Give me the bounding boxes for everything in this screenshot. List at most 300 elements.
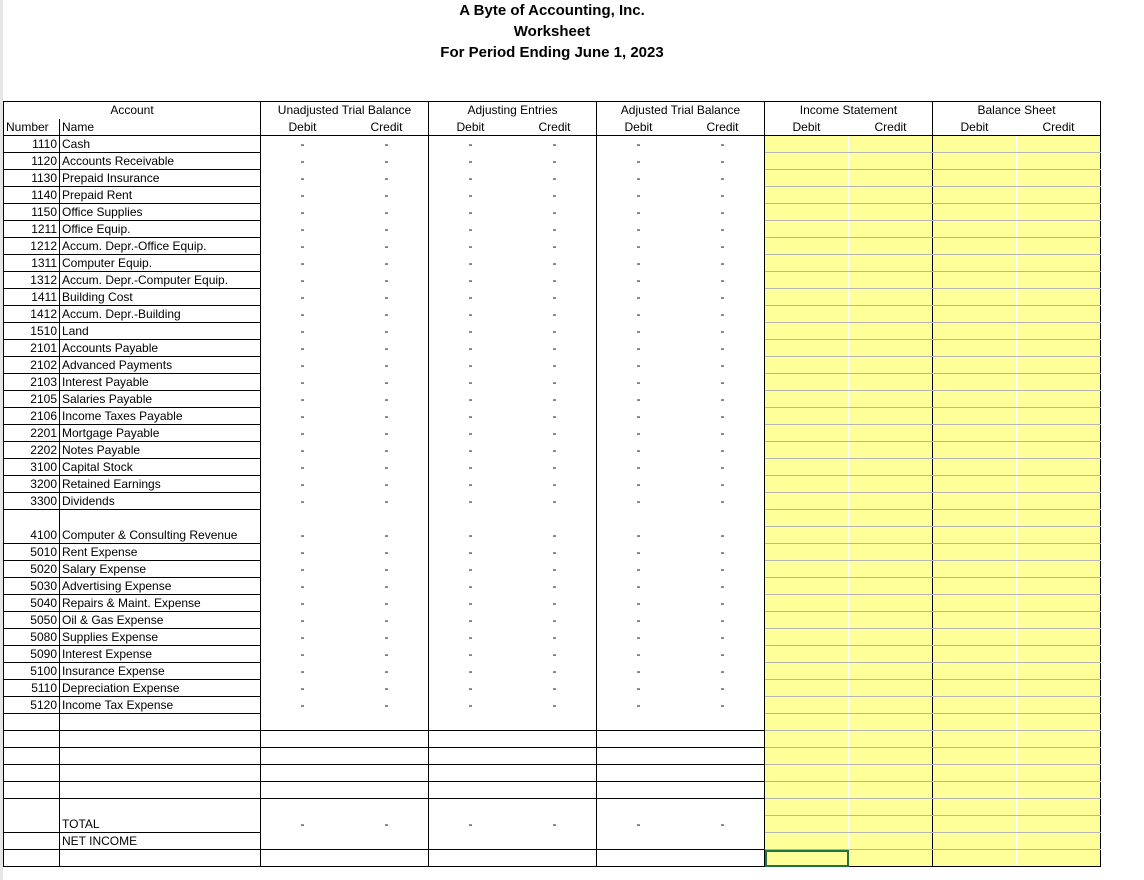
entry-cell[interactable] <box>765 204 849 221</box>
amount-cell[interactable]: - <box>513 170 597 187</box>
amount-cell[interactable]: - <box>345 442 429 459</box>
amount-cell[interactable]: - <box>261 391 345 408</box>
amount-cell[interactable]: - <box>345 476 429 493</box>
amount-cell[interactable]: - <box>513 561 597 578</box>
amount-cell[interactable]: - <box>345 544 429 561</box>
entry-cell[interactable] <box>933 850 1017 867</box>
amount-cell[interactable]: - <box>681 187 765 204</box>
number-header[interactable]: Number <box>4 119 60 136</box>
account-name[interactable]: Office Equip. <box>60 221 261 238</box>
amount-cell[interactable]: - <box>261 612 345 629</box>
blank-amount-cell[interactable] <box>681 510 765 527</box>
amount-cell[interactable]: - <box>429 680 513 697</box>
amount-cell[interactable]: - <box>345 170 429 187</box>
account-number[interactable]: 5030 <box>4 578 60 595</box>
amount-cell[interactable]: - <box>345 663 429 680</box>
blank-amount-cell[interactable] <box>345 731 429 748</box>
amount-cell[interactable]: - <box>681 595 765 612</box>
entry-cell[interactable] <box>765 170 849 187</box>
account-name[interactable]: Oil & Gas Expense <box>60 612 261 629</box>
amount-cell[interactable]: - <box>261 408 345 425</box>
entry-cell[interactable] <box>933 816 1017 833</box>
amount-cell[interactable]: - <box>429 136 513 153</box>
entry-cell[interactable] <box>765 765 849 782</box>
amount-cell[interactable]: - <box>345 408 429 425</box>
entry-cell[interactable] <box>765 748 849 765</box>
amount-cell[interactable]: - <box>261 357 345 374</box>
amount-cell[interactable]: - <box>513 425 597 442</box>
entry-cell[interactable] <box>1017 816 1101 833</box>
amount-cell[interactable]: - <box>345 323 429 340</box>
account-number[interactable]: 1140 <box>4 187 60 204</box>
amount-cell[interactable]: - <box>597 459 681 476</box>
entry-cell[interactable] <box>933 170 1017 187</box>
account-name[interactable]: Accum. Depr.-Computer Equip. <box>60 272 261 289</box>
entry-cell[interactable] <box>1017 782 1101 799</box>
amount-cell[interactable]: - <box>597 442 681 459</box>
blank-amount-cell[interactable] <box>429 765 513 782</box>
entry-cell[interactable] <box>933 748 1017 765</box>
account-number[interactable]: 2101 <box>4 340 60 357</box>
blank-amount-cell[interactable] <box>597 731 681 748</box>
amount-cell[interactable]: - <box>597 493 681 510</box>
entry-cell[interactable] <box>1017 629 1101 646</box>
entry-cell[interactable] <box>849 697 933 714</box>
amount-cell[interactable]: - <box>597 221 681 238</box>
amount-cell[interactable]: - <box>261 459 345 476</box>
blank-amount-cell[interactable] <box>513 799 597 816</box>
amount-cell[interactable]: - <box>345 136 429 153</box>
account-name[interactable]: Notes Payable <box>60 442 261 459</box>
amount-cell[interactable]: - <box>597 663 681 680</box>
entry-cell[interactable] <box>933 697 1017 714</box>
amount-cell[interactable]: - <box>261 255 345 272</box>
amount-cell[interactable]: - <box>345 680 429 697</box>
entry-cell[interactable] <box>1017 255 1101 272</box>
entry-cell[interactable] <box>1017 646 1101 663</box>
amount-cell[interactable]: - <box>261 561 345 578</box>
amount-cell[interactable]: - <box>597 408 681 425</box>
account-number[interactable]: 1411 <box>4 289 60 306</box>
amount-cell[interactable]: - <box>513 272 597 289</box>
entry-cell[interactable] <box>765 527 849 544</box>
blank-number-cell[interactable] <box>4 765 60 782</box>
amount-cell[interactable]: - <box>513 289 597 306</box>
blank-amount-cell[interactable] <box>429 748 513 765</box>
entry-cell[interactable] <box>765 391 849 408</box>
amount-cell[interactable]: - <box>513 255 597 272</box>
blank-amount-cell[interactable] <box>597 765 681 782</box>
amount-cell[interactable]: - <box>513 323 597 340</box>
account-number[interactable]: 1412 <box>4 306 60 323</box>
total-amount-cell[interactable]: - <box>429 816 513 833</box>
amount-cell[interactable]: - <box>345 646 429 663</box>
entry-cell[interactable] <box>933 442 1017 459</box>
entry-cell[interactable] <box>849 578 933 595</box>
amount-cell[interactable]: - <box>345 374 429 391</box>
amount-cell[interactable]: - <box>597 136 681 153</box>
entry-cell[interactable] <box>765 476 849 493</box>
amount-cell[interactable]: - <box>513 238 597 255</box>
account-number[interactable]: 1312 <box>4 272 60 289</box>
entry-cell[interactable] <box>1017 578 1101 595</box>
income-credit-header[interactable]: Credit <box>849 119 933 136</box>
entry-cell[interactable] <box>933 612 1017 629</box>
entry-cell[interactable] <box>933 799 1017 816</box>
entry-cell[interactable] <box>849 391 933 408</box>
account-number[interactable]: 3100 <box>4 459 60 476</box>
amount-cell[interactable]: - <box>261 323 345 340</box>
amount-cell[interactable]: - <box>513 459 597 476</box>
amount-cell[interactable]: - <box>513 187 597 204</box>
amount-cell[interactable]: - <box>513 204 597 221</box>
amount-cell[interactable]: - <box>261 204 345 221</box>
account-name[interactable]: Advanced Payments <box>60 357 261 374</box>
entry-cell[interactable] <box>849 782 933 799</box>
blank-amount-cell[interactable] <box>597 748 681 765</box>
amount-cell[interactable]: - <box>429 323 513 340</box>
account-name[interactable]: Computer Equip. <box>60 255 261 272</box>
income-group-header[interactable]: Income Statement <box>765 102 933 119</box>
amount-cell[interactable]: - <box>681 272 765 289</box>
amount-cell[interactable]: - <box>429 221 513 238</box>
entry-cell[interactable] <box>765 374 849 391</box>
blank-amount-cell[interactable] <box>345 714 429 731</box>
entry-cell[interactable] <box>849 357 933 374</box>
amount-cell[interactable]: - <box>261 425 345 442</box>
amount-cell[interactable]: - <box>597 272 681 289</box>
entry-cell[interactable] <box>1017 595 1101 612</box>
blank-amount-cell[interactable] <box>597 799 681 816</box>
account-name[interactable]: Salary Expense <box>60 561 261 578</box>
entry-cell[interactable] <box>765 646 849 663</box>
entry-cell[interactable] <box>849 238 933 255</box>
amount-cell[interactable]: - <box>597 204 681 221</box>
blank-number-cell[interactable] <box>4 850 60 867</box>
selected-cell[interactable] <box>765 850 849 867</box>
entry-cell[interactable] <box>1017 357 1101 374</box>
amount-cell[interactable]: - <box>345 697 429 714</box>
amount-cell[interactable]: - <box>345 629 429 646</box>
entry-cell[interactable] <box>765 153 849 170</box>
entry-cell[interactable] <box>1017 340 1101 357</box>
blank-name-cell[interactable] <box>60 850 261 867</box>
account-header[interactable]: Account <box>4 102 261 119</box>
account-name[interactable]: Capital Stock <box>60 459 261 476</box>
amount-cell[interactable]: - <box>345 221 429 238</box>
amount-cell[interactable]: - <box>429 459 513 476</box>
blank-amount-cell[interactable] <box>261 799 345 816</box>
account-number[interactable]: 2201 <box>4 425 60 442</box>
adjusting-debit-header[interactable]: Debit <box>429 119 513 136</box>
amount-cell[interactable]: - <box>261 680 345 697</box>
adjusted-credit-header[interactable]: Credit <box>681 119 765 136</box>
amount-cell[interactable]: - <box>597 340 681 357</box>
entry-cell[interactable] <box>765 612 849 629</box>
amount-cell[interactable]: - <box>261 153 345 170</box>
amount-cell[interactable]: - <box>429 374 513 391</box>
entry-cell[interactable] <box>765 289 849 306</box>
entry-cell[interactable] <box>849 476 933 493</box>
blank-number-cell[interactable] <box>4 714 60 731</box>
amount-cell[interactable]: - <box>681 238 765 255</box>
amount-cell[interactable]: - <box>429 289 513 306</box>
net-income-number-cell[interactable] <box>4 833 60 850</box>
entry-cell[interactable] <box>1017 459 1101 476</box>
amount-cell[interactable]: - <box>681 476 765 493</box>
account-number[interactable]: 2202 <box>4 442 60 459</box>
blank-amount-cell[interactable] <box>429 714 513 731</box>
entry-cell[interactable] <box>765 510 849 527</box>
entry-cell[interactable] <box>765 799 849 816</box>
amount-cell[interactable]: - <box>261 629 345 646</box>
account-name[interactable]: Retained Earnings <box>60 476 261 493</box>
amount-cell[interactable]: - <box>345 153 429 170</box>
blank-amount-cell[interactable] <box>681 714 765 731</box>
entry-cell[interactable] <box>933 374 1017 391</box>
entry-cell[interactable] <box>765 306 849 323</box>
amount-cell[interactable]: - <box>597 374 681 391</box>
account-name[interactable]: Depreciation Expense <box>60 680 261 697</box>
amount-cell[interactable]: - <box>261 646 345 663</box>
entry-cell[interactable] <box>849 714 933 731</box>
amount-cell[interactable]: - <box>513 340 597 357</box>
amount-cell[interactable]: - <box>261 595 345 612</box>
entry-cell[interactable] <box>765 833 849 850</box>
amount-cell[interactable]: - <box>513 612 597 629</box>
amount-cell[interactable]: - <box>513 136 597 153</box>
amount-cell[interactable]: - <box>597 357 681 374</box>
amount-cell[interactable]: - <box>345 306 429 323</box>
blank-amount-cell[interactable] <box>261 714 345 731</box>
net-income-amount-cell[interactable] <box>597 833 681 850</box>
blank-amount-cell[interactable] <box>429 782 513 799</box>
unadjusted-debit-header[interactable]: Debit <box>261 119 345 136</box>
entry-cell[interactable] <box>933 136 1017 153</box>
entry-cell[interactable] <box>933 680 1017 697</box>
entry-cell[interactable] <box>1017 374 1101 391</box>
amount-cell[interactable]: - <box>513 629 597 646</box>
entry-cell[interactable] <box>765 680 849 697</box>
amount-cell[interactable]: - <box>597 646 681 663</box>
entry-cell[interactable] <box>765 544 849 561</box>
entry-cell[interactable] <box>933 782 1017 799</box>
amount-cell[interactable]: - <box>429 561 513 578</box>
blank-amount-cell[interactable] <box>681 748 765 765</box>
amount-cell[interactable]: - <box>681 391 765 408</box>
account-number[interactable]: 2106 <box>4 408 60 425</box>
entry-cell[interactable] <box>1017 544 1101 561</box>
account-number[interactable]: 5120 <box>4 697 60 714</box>
amount-cell[interactable]: - <box>597 255 681 272</box>
amount-cell[interactable]: - <box>345 425 429 442</box>
net-income-amount-cell[interactable] <box>681 833 765 850</box>
entry-cell[interactable] <box>933 578 1017 595</box>
entry-cell[interactable] <box>1017 323 1101 340</box>
blank-name-cell[interactable] <box>60 714 261 731</box>
blank-name-cell[interactable] <box>60 765 261 782</box>
amount-cell[interactable]: - <box>429 238 513 255</box>
blank-amount-cell[interactable] <box>345 799 429 816</box>
entry-cell[interactable] <box>765 425 849 442</box>
entry-cell[interactable] <box>849 646 933 663</box>
account-number[interactable]: 1150 <box>4 204 60 221</box>
amount-cell[interactable]: - <box>345 561 429 578</box>
entry-cell[interactable] <box>933 204 1017 221</box>
amount-cell[interactable]: - <box>513 544 597 561</box>
account-number[interactable]: 5080 <box>4 629 60 646</box>
entry-cell[interactable] <box>1017 170 1101 187</box>
amount-cell[interactable]: - <box>681 136 765 153</box>
account-name[interactable]: Prepaid Insurance <box>60 170 261 187</box>
amount-cell[interactable]: - <box>345 187 429 204</box>
account-name[interactable]: Cash <box>60 136 261 153</box>
entry-cell[interactable] <box>933 629 1017 646</box>
amount-cell[interactable]: - <box>681 204 765 221</box>
amount-cell[interactable]: - <box>261 578 345 595</box>
entry-cell[interactable] <box>849 459 933 476</box>
amount-cell[interactable]: - <box>597 153 681 170</box>
name-header[interactable]: Name <box>60 119 261 136</box>
entry-cell[interactable] <box>933 238 1017 255</box>
entry-cell[interactable] <box>933 221 1017 238</box>
entry-cell[interactable] <box>765 595 849 612</box>
entry-cell[interactable] <box>849 748 933 765</box>
amount-cell[interactable]: - <box>261 238 345 255</box>
amount-cell[interactable]: - <box>429 340 513 357</box>
account-number[interactable]: 1130 <box>4 170 60 187</box>
blank-amount-cell[interactable] <box>513 850 597 867</box>
amount-cell[interactable]: - <box>261 374 345 391</box>
amount-cell[interactable]: - <box>597 187 681 204</box>
amount-cell[interactable]: - <box>429 442 513 459</box>
amount-cell[interactable]: - <box>681 289 765 306</box>
entry-cell[interactable] <box>1017 272 1101 289</box>
entry-cell[interactable] <box>849 544 933 561</box>
account-name[interactable]: Accounts Receivable <box>60 153 261 170</box>
blank-name-cell[interactable] <box>60 731 261 748</box>
amount-cell[interactable]: - <box>345 289 429 306</box>
entry-cell[interactable] <box>1017 612 1101 629</box>
blank-amount-cell[interactable] <box>681 765 765 782</box>
amount-cell[interactable]: - <box>513 663 597 680</box>
blank-amount-cell[interactable] <box>597 782 681 799</box>
amount-cell[interactable]: - <box>429 391 513 408</box>
entry-cell[interactable] <box>933 510 1017 527</box>
amount-cell[interactable]: - <box>597 170 681 187</box>
amount-cell[interactable]: - <box>261 136 345 153</box>
account-number[interactable]: 5100 <box>4 663 60 680</box>
amount-cell[interactable]: - <box>681 170 765 187</box>
blank-amount-cell[interactable] <box>513 748 597 765</box>
amount-cell[interactable]: - <box>597 680 681 697</box>
account-number[interactable]: 5040 <box>4 595 60 612</box>
entry-cell[interactable] <box>1017 850 1101 867</box>
net-income-amount-cell[interactable] <box>345 833 429 850</box>
total-amount-cell[interactable]: - <box>513 816 597 833</box>
amount-cell[interactable]: - <box>345 340 429 357</box>
account-number[interactable]: 1120 <box>4 153 60 170</box>
amount-cell[interactable]: - <box>429 476 513 493</box>
amount-cell[interactable]: - <box>513 697 597 714</box>
account-name[interactable]: Computer & Consulting Revenue <box>60 527 261 544</box>
amount-cell[interactable]: - <box>681 323 765 340</box>
account-name[interactable]: Office Supplies <box>60 204 261 221</box>
total-amount-cell[interactable]: - <box>345 816 429 833</box>
account-number[interactable]: 3300 <box>4 493 60 510</box>
entry-cell[interactable] <box>933 391 1017 408</box>
blank-amount-cell[interactable] <box>429 731 513 748</box>
amount-cell[interactable]: - <box>261 187 345 204</box>
entry-cell[interactable] <box>765 561 849 578</box>
amount-cell[interactable]: - <box>597 578 681 595</box>
amount-cell[interactable]: - <box>345 204 429 221</box>
entry-cell[interactable] <box>1017 697 1101 714</box>
entry-cell[interactable] <box>1017 425 1101 442</box>
amount-cell[interactable]: - <box>513 680 597 697</box>
net-income-label[interactable]: NET INCOME <box>60 833 261 850</box>
entry-cell[interactable] <box>765 629 849 646</box>
amount-cell[interactable]: - <box>597 289 681 306</box>
amount-cell[interactable]: - <box>429 425 513 442</box>
amount-cell[interactable]: - <box>429 663 513 680</box>
account-name[interactable]: Income Tax Expense <box>60 697 261 714</box>
amount-cell[interactable]: - <box>597 323 681 340</box>
blank-amount-cell[interactable] <box>513 510 597 527</box>
blank-amount-cell[interactable] <box>513 714 597 731</box>
amount-cell[interactable]: - <box>429 408 513 425</box>
amount-cell[interactable]: - <box>261 221 345 238</box>
balance-debit-header[interactable]: Debit <box>933 119 1017 136</box>
blank-amount-cell[interactable] <box>345 748 429 765</box>
balance-group-header[interactable]: Balance Sheet <box>933 102 1101 119</box>
amount-cell[interactable]: - <box>345 357 429 374</box>
total-amount-cell[interactable]: - <box>681 816 765 833</box>
amount-cell[interactable]: - <box>681 561 765 578</box>
account-name[interactable]: Prepaid Rent <box>60 187 261 204</box>
entry-cell[interactable] <box>1017 442 1101 459</box>
entry-cell[interactable] <box>933 255 1017 272</box>
account-name[interactable]: Accounts Payable <box>60 340 261 357</box>
amount-cell[interactable]: - <box>681 527 765 544</box>
amount-cell[interactable]: - <box>345 391 429 408</box>
blank-number-cell[interactable] <box>4 748 60 765</box>
amount-cell[interactable]: - <box>681 255 765 272</box>
amount-cell[interactable]: - <box>597 697 681 714</box>
entry-cell[interactable] <box>849 833 933 850</box>
amount-cell[interactable]: - <box>429 357 513 374</box>
account-name[interactable]: Advertising Expense <box>60 578 261 595</box>
account-name[interactable]: Accum. Depr.-Office Equip. <box>60 238 261 255</box>
blank-name-cell[interactable] <box>60 510 261 527</box>
amount-cell[interactable]: - <box>513 646 597 663</box>
entry-cell[interactable] <box>1017 833 1101 850</box>
entry-cell[interactable] <box>765 272 849 289</box>
blank-amount-cell[interactable] <box>261 850 345 867</box>
net-income-amount-cell[interactable] <box>429 833 513 850</box>
blank-amount-cell[interactable] <box>345 765 429 782</box>
amount-cell[interactable]: - <box>429 306 513 323</box>
blank-amount-cell[interactable] <box>513 731 597 748</box>
amount-cell[interactable]: - <box>513 476 597 493</box>
amount-cell[interactable]: - <box>345 595 429 612</box>
blank-amount-cell[interactable] <box>345 782 429 799</box>
total-amount-cell[interactable]: - <box>597 816 681 833</box>
amount-cell[interactable]: - <box>261 289 345 306</box>
entry-cell[interactable] <box>933 527 1017 544</box>
entry-cell[interactable] <box>1017 799 1101 816</box>
entry-cell[interactable] <box>849 850 933 867</box>
